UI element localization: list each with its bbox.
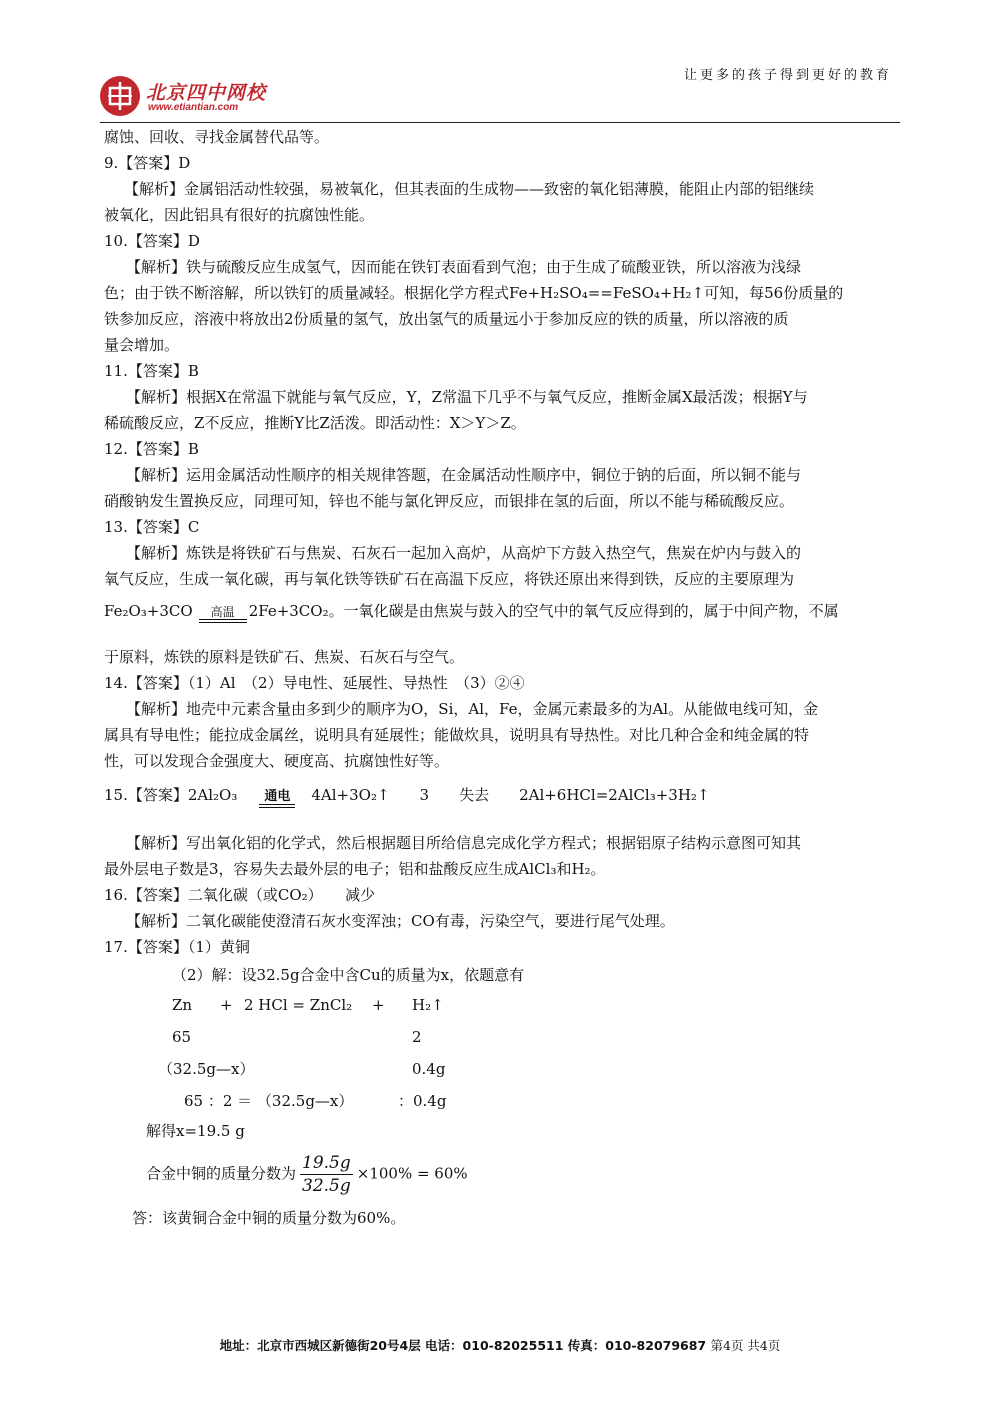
text-line: 铁参加反应，溶液中将放出2份质量的氢气，放出氢气的质量远小于参加反应的铁的质量，所以溶液的质 — [104, 310, 789, 328]
equation-left: Fe₂O₃+3CO — [104, 602, 193, 620]
fraction-denominator: 32.5g — [302, 1176, 351, 1196]
equation-line — [104, 598, 900, 624]
calc-cell: 2 HCl = ZnCl₂ — [244, 996, 353, 1014]
analysis-11: 【解析】根据X在常温下就能与氧气反应，Y，Z常温下几乎不与氧气反应，推断金属X最活泼；根据Y与 — [126, 388, 808, 406]
calc-row-mass — [104, 1056, 900, 1082]
calc-cell: Zn — [172, 996, 193, 1014]
reaction-condition — [199, 605, 247, 623]
answer-15 — [104, 782, 900, 808]
analysis-9: 【解析】金属铝活动性较强，易被氧化，但其表面的生成物——致密的氧化铝薄膜，能阻止内部的铝继续 — [124, 180, 815, 198]
text-line: 硝酸钠发生置换反应，同理可知，锌也不能与氯化钾反应，而银排在氢的后面，所以不能与稀硫酸反应。 — [104, 492, 795, 510]
equation-right: 2Fe+3CO₂。一氧化碳是由焦炭与鼓入的空气中的氧气反应得到的，属于中间产物，不属 — [248, 602, 839, 620]
double-bar — [259, 804, 295, 808]
logo-url: www.etiantian.com — [148, 102, 239, 113]
answer-10: 10.【答案】D — [104, 232, 200, 250]
page-header — [100, 62, 900, 124]
calc-cell: 65 — [172, 1028, 192, 1046]
fraction-result: ×100% = 60% — [356, 1164, 468, 1183]
footer-contact: 地址：北京市西城区新德街20号4层 电话：010-82025511 传真：010-82079687 — [219, 1338, 707, 1353]
solution-result: 解得x=19.5 g — [146, 1122, 245, 1140]
calc-row-equation — [104, 992, 900, 1018]
calc-cell: 2 — [412, 1028, 422, 1046]
page-footer — [0, 1336, 1000, 1354]
mass-fraction-line — [104, 1152, 900, 1197]
text-line: 氧气反应，生成一氧化碳，再与氧化铁等铁矿石在高温下反应，将铁还原出来得到铁，反应的主要原理为 — [104, 570, 795, 588]
text-line: 性，可以发现合金强度大、硬度高、抗腐蚀性好等。 — [104, 752, 450, 770]
answer-16: 16.【答案】二氧化碳（或CO₂） 减少 — [104, 886, 376, 904]
text-line: 被氧化，因此铝具有很好的抗腐蚀性能。 — [104, 206, 375, 224]
calc-cell: ：0.4g — [398, 1092, 447, 1110]
fraction — [300, 1152, 353, 1197]
calc-cell: + — [372, 996, 385, 1014]
text-line: 腐蚀、回收、寻找金属替代品等。 — [104, 128, 330, 146]
fraction-label: 合金中铜的质量分数为 — [146, 1164, 297, 1183]
calc-cell: + — [220, 996, 233, 1014]
logo-emblem-icon — [100, 76, 140, 116]
calc-cell: （32.5g—x） — [158, 1060, 255, 1078]
logo-name: 北京四中网校 — [146, 82, 267, 104]
calc-row-proportion — [104, 1088, 900, 1114]
analysis-16: 【解析】二氧化碳能使澄清石灰水变浑浊；CO有毒，污染空气，要进行尾气处理。 — [126, 912, 675, 930]
answer-11: 11.【答案】B — [104, 362, 199, 380]
calc-cell: 65 ：2 ＝ （32.5g—x） — [184, 1092, 354, 1110]
answer-13: 13.【答案】C — [104, 518, 200, 536]
final-answer: 答：该黄铜合金中铜的质量分数为60%。 — [132, 1209, 406, 1227]
text-line: 于原料，炼铁的原料是铁矿石、焦炭、石灰石与空气。 — [104, 648, 465, 666]
condition-label: 高温 — [210, 605, 235, 619]
text-line: 最外层电子数是3，容易失去最外层的电子；铝和盐酸反应生成AlCl₃和H₂。 — [104, 860, 606, 878]
fraction-numerator: 19.5g — [302, 1153, 351, 1173]
slogan: 让更多的孩子得到更好的教育 — [683, 68, 892, 83]
analysis-15: 【解析】写出氧化铝的化学式，然后根据题目所给信息完成化学方程式；根据铝原子结构示意图可知其 — [126, 834, 802, 852]
calc-row-ratio — [104, 1024, 900, 1050]
text-line: 稀硫酸反应，Z不反应，推断Y比Z活泼。即活动性：X＞Y＞Z。 — [104, 414, 526, 432]
analysis-12: 【解析】运用金属活动性顺序的相关规律答题，在金属活动性顺序中，铜位于钠的后面，所以铜不能与 — [126, 466, 802, 484]
analysis-14: 【解析】地壳中元素含量由多到少的顺序为O，Si，Al，Fe，金属元素最多的为Al。从能做电线可知，金 — [126, 700, 819, 718]
solution-intro: （2）解：设32.5g合金中含Cu的质量为x，依题意有 — [172, 966, 525, 984]
header-divider — [100, 122, 900, 123]
text-line: 色；由于铁不断溶解，所以铁钉的质量减轻。根据化学方程式Fe+H₂SO₄==FeSO₄+H₂↑可知，每56份质量的 — [104, 284, 844, 302]
answer-9: 9.【答案】D — [104, 154, 191, 172]
calc-cell: 0.4g — [412, 1060, 446, 1078]
logo — [100, 74, 290, 120]
text-line: 属具有导电性；能拉成金属丝，说明具有延展性；能做炊具，说明具有导热性。对比几种合金和纯金属的特 — [104, 726, 810, 744]
double-bar — [199, 619, 247, 623]
analysis-10: 【解析】铁与硫酸反应生成氢气，因而能在铁钉表面看到气泡；由于生成了硫酸亚铁，所以溶液为浅绿 — [126, 258, 802, 276]
condition-label: 通电 — [264, 789, 291, 804]
spacer — [104, 808, 900, 830]
page-number: 第4页 共4页 — [710, 1338, 781, 1353]
text-line: 量会增加。 — [104, 336, 180, 354]
answer-17: 17.【答案】（1）黄铜 — [104, 938, 250, 956]
calc-cell: H₂↑ — [412, 996, 444, 1014]
document-body — [104, 124, 900, 1231]
answer-12: 12.【答案】B — [104, 440, 199, 458]
spacer — [104, 624, 900, 644]
equation-right: 4Al+3O₂↑ 3 失去 2Al+6HCl=2AlCl₃+3H₂↑ — [311, 786, 710, 804]
reaction-condition — [259, 790, 295, 808]
analysis-13: 【解析】炼铁是将铁矿石与焦炭、石灰石一起加入高炉，从高炉下方鼓入热空气，焦炭在炉内与鼓入的 — [126, 544, 802, 562]
answer-14: 14.【答案】（1）Al （2）导电性、延展性、导热性 （3）②④ — [104, 674, 525, 692]
equation-left: 15.【答案】2Al₂O₃ — [104, 786, 238, 804]
